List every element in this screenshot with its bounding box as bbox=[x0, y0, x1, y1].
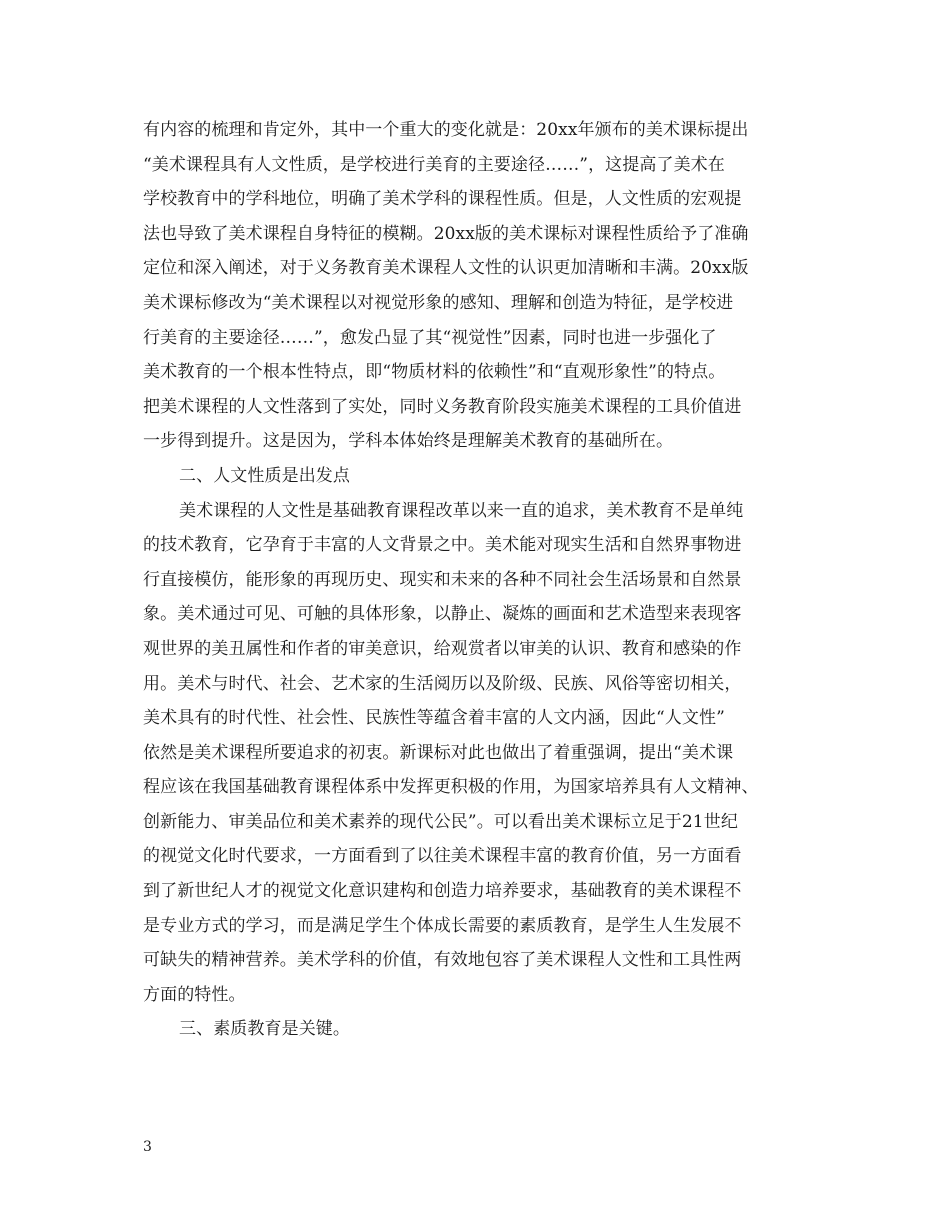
text-line: 创新能力、审美品位和美术素养的现代公民”。可以看出美术课标立足于21世纪 bbox=[143, 811, 738, 832]
text-line: 美术课标修改为“美术课程以对视觉形象的感知、理解和创造为特征，是学校进 bbox=[143, 292, 734, 313]
text-line: 美术具有的时代性、社会性、民族性等蕴含着丰富的人文内涵，因此“人文性” bbox=[143, 708, 725, 729]
text-line: 象。美术通过可见、可触的具体形象，以静止、凝炼的画面和艺术造型来表现客 bbox=[143, 604, 742, 625]
text-line: 到了新世纪人才的视觉文化意识建构和创造力培养要求，基础教育的美术课程不 bbox=[143, 881, 742, 902]
text-line: 的技术教育，它孕育于丰富的人文背景之中。美术能对现实生活和自然界事物进 bbox=[143, 535, 742, 556]
text-line: 学校教育中的学科地位，明确了美术学科的课程性质。但是，人文性质的宏观提 bbox=[143, 189, 742, 210]
text-line: 行美育的主要途径……”，愈发凸显了其“视觉性”因素，同时也进一步强化了 bbox=[143, 327, 717, 348]
text-line: 可缺失的精神营养。美术学科的价值，有效地包容了美术课程人文性和工具性两 bbox=[143, 950, 742, 971]
text-line: 行直接模仿，能形象的再现历史、现实和未来的各种不同社会生活场景和自然景 bbox=[143, 569, 742, 590]
text-line: 定位和深入阐述，对于义务教育美术课程人文性的认识更加清晰和丰满。20xx版 bbox=[143, 258, 749, 279]
page-number: 3 bbox=[143, 1139, 152, 1155]
text-line: 是专业方式的学习，而是满足学生个体成长需要的素质教育，是学生人生发展不 bbox=[143, 915, 742, 936]
text-line: 美术教育的一个根本性特点，即“物质材料的依赖性”和“直观形象性”的特点。 bbox=[143, 362, 726, 383]
text-line: 有内容的梳理和肯定外，其中一个重大的变化就是：20xx年颁布的美术课标提出 bbox=[143, 120, 749, 140]
text-line: 的视觉文化时代要求，一方面看到了以往美术课程丰富的教育价值，另一方面看 bbox=[143, 846, 742, 867]
text-line: 二、人文性质是出发点 bbox=[179, 465, 350, 486]
text-line: 方面的特性。 bbox=[143, 984, 246, 1005]
body-text bbox=[143, 113, 823, 1047]
text-line: 用。美术与时代、社会、艺术家的生活阅历以及阶级、民族、风俗等密切相关， bbox=[143, 673, 742, 694]
text-line: 一步得到提升。这是因为，学科本体始终是理解美术教育的基础所在。 bbox=[143, 431, 674, 452]
text-line: “美术课程具有人文性质，是学校进行美育的主要途径……”，这提高了美术在 bbox=[143, 154, 725, 175]
text-line: 观世界的美丑属性和作者的审美意识，给观赏者以审美的认识、教育和感染的作 bbox=[143, 638, 742, 659]
text-line: 法也导致了美术课程自身特征的模糊。20xx版的美术课标对课程性质给予了准确 bbox=[143, 223, 749, 244]
text-line: 把美术课程的人文性落到了实处，同时义务教育阶段实施美术课程的工具价值进 bbox=[143, 396, 742, 417]
text-line: 美术课程的人文性是基础教育课程改革以来一直的追求，美术教育不是单纯 bbox=[179, 500, 744, 521]
text-line: 三、素质教育是关键。 bbox=[179, 1019, 350, 1040]
text-line: 依然是美术课程所要追求的初衷。新课标对此也做出了着重强调，提出“美术课 bbox=[143, 742, 734, 763]
text-line: 程应该在我国基础教育课程体系中发挥更积极的作用，为国家培养具有人文精神、 bbox=[143, 777, 759, 798]
